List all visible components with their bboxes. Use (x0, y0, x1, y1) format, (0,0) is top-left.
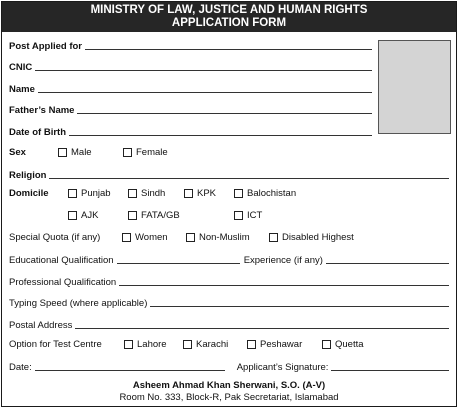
checkbox[interactable] (183, 340, 192, 349)
domicile-label: Domicile (9, 188, 49, 199)
domicile-option-fata-gb[interactable] (128, 210, 180, 221)
quota-option-label: Women (135, 232, 168, 243)
domicile-option-label: FATA/GB (141, 210, 180, 221)
form-title: APPLICATION FORM (171, 17, 287, 29)
sex-option-male[interactable] (58, 147, 92, 158)
ministry-title: MINISTRY OF LAW, JUSTICE AND HUMAN RIGHTS (90, 4, 368, 16)
post-applied-label: Post Applied for (9, 41, 83, 52)
checkbox[interactable] (128, 211, 137, 220)
name-row (9, 81, 372, 95)
quota-option-label: Disabled Highest (282, 232, 354, 243)
checkbox[interactable] (68, 189, 77, 198)
name-field[interactable] (38, 92, 372, 93)
signature-field[interactable] (331, 370, 449, 371)
test-centre-option-quetta[interactable] (322, 339, 364, 350)
date-field[interactable] (35, 370, 225, 371)
test-centre-option-label: Lahore (137, 339, 167, 350)
test-centre-option-peshawar[interactable] (247, 339, 302, 350)
post-applied-field[interactable] (85, 49, 372, 50)
sex-label-wrap (9, 147, 26, 158)
test-centre-option-karachi[interactable] (183, 339, 228, 350)
checkbox[interactable] (58, 148, 67, 157)
officer-address: Room No. 333, Block-R, Pak Secretariat, Islamabad (119, 392, 339, 403)
special-quota-label-wrap (9, 232, 100, 243)
fathers-name-field[interactable] (77, 113, 372, 114)
quota-option-women[interactable] (122, 232, 168, 243)
special-quota-label: Special Quota (if any) (9, 232, 101, 243)
domicile-option-label: KPK (197, 188, 217, 199)
experience-field[interactable] (326, 263, 449, 264)
domicile-option-kpk[interactable] (184, 188, 216, 199)
cnic-field[interactable] (35, 70, 372, 71)
religion-row (9, 167, 449, 181)
test-centre-option-label: Peshawar (260, 339, 303, 350)
post-applied-row (9, 38, 372, 52)
dob-label: Date of Birth (9, 127, 66, 138)
checkbox[interactable] (128, 189, 137, 198)
domicile-option-label: Balochistan (247, 188, 297, 199)
fathers-name-label: Father’s Name (9, 105, 75, 116)
sex-option-female[interactable] (123, 147, 168, 158)
postal-address-label: Postal Address (9, 320, 73, 331)
quota-option-disabled-highest[interactable] (269, 232, 354, 243)
quota-option-label: Non-Muslim (199, 232, 250, 243)
form-header (2, 2, 456, 32)
religion-label: Religion (9, 170, 47, 181)
date-signature-row (9, 359, 449, 373)
postal-address-row (9, 317, 449, 331)
education-label: Educational Qualification (9, 255, 114, 266)
checkbox[interactable] (122, 233, 131, 242)
checkbox[interactable] (68, 211, 77, 220)
test-centre-option-label: Quetta (335, 339, 364, 350)
education-field[interactable] (117, 263, 240, 264)
checkbox[interactable] (186, 233, 195, 242)
professional-row (9, 274, 449, 288)
checkbox[interactable] (247, 340, 256, 349)
test-centre-option-lahore[interactable] (124, 339, 167, 350)
officer-name: Asheem Ahmad Khan Sherwani, S.O. (A-V) (132, 380, 326, 391)
checkbox[interactable] (234, 211, 243, 220)
domicile-option-label: Punjab (81, 188, 111, 199)
domicile-label-wrap (9, 188, 49, 199)
form-footer (2, 380, 456, 404)
professional-label: Professional Qualification (9, 277, 117, 288)
domicile-option-ajk[interactable] (68, 210, 98, 221)
typing-speed-label: Typing Speed (where applicable) (9, 298, 148, 309)
cnic-label: CNIC (9, 62, 33, 73)
signature-label: Applicant’s Signature: (236, 362, 329, 373)
postal-address-field[interactable] (75, 328, 449, 329)
sex-option-label: Female (136, 147, 168, 158)
fathers-name-row (9, 102, 372, 116)
checkbox[interactable] (269, 233, 278, 242)
date-label: Date: (9, 362, 32, 373)
cnic-row (9, 59, 372, 73)
name-label: Name (9, 84, 35, 95)
dob-field[interactable] (69, 135, 372, 136)
application-form (1, 1, 457, 407)
domicile-option-balochistan[interactable] (234, 188, 296, 199)
typing-speed-row (9, 295, 449, 309)
checkbox[interactable] (234, 189, 243, 198)
domicile-option-label: ICT (247, 210, 263, 221)
test-centre-label: Option for Test Centre (9, 339, 102, 350)
checkbox[interactable] (322, 340, 331, 349)
typing-speed-field[interactable] (150, 306, 449, 307)
sex-option-label: Male (71, 147, 92, 158)
domicile-option-label: Sindh (141, 188, 166, 199)
test-centre-label-wrap (9, 339, 102, 350)
dob-row (9, 124, 372, 138)
checkbox[interactable] (124, 340, 133, 349)
domicile-option-ict[interactable] (234, 210, 262, 221)
photo-box[interactable] (378, 40, 451, 134)
quota-option-non-muslim[interactable] (186, 232, 250, 243)
experience-label: Experience (if any) (243, 255, 323, 266)
domicile-option-label: AJK (81, 210, 99, 221)
test-centre-option-label: Karachi (196, 339, 229, 350)
sex-label: Sex (9, 147, 26, 158)
professional-field[interactable] (119, 285, 449, 286)
checkbox[interactable] (184, 189, 193, 198)
domicile-option-sindh[interactable] (128, 188, 165, 199)
checkbox[interactable] (123, 148, 132, 157)
religion-field[interactable] (49, 178, 449, 179)
domicile-option-punjab[interactable] (68, 188, 111, 199)
education-experience-row (9, 252, 449, 266)
